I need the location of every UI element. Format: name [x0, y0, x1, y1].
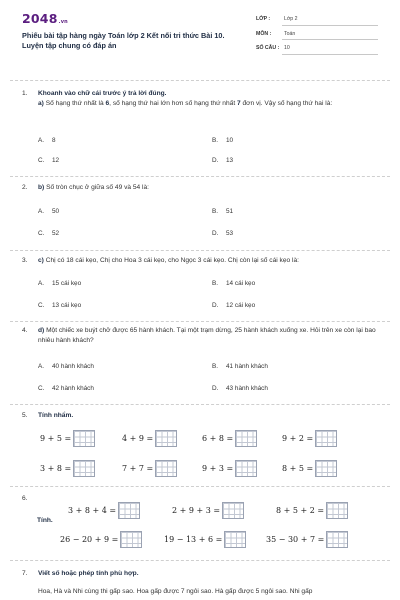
answer-box[interactable] — [326, 531, 348, 548]
option-d[interactable] — [212, 230, 233, 237]
worksheet-meta — [250, 14, 378, 58]
calc-expression: 2 + 9 + 3 = — [172, 506, 221, 515]
divider — [10, 80, 390, 81]
text-fragment: đơn vị. Vậy số hạng thứ hai là: — [240, 100, 333, 107]
worksheet-header — [0, 0, 400, 62]
option-letter: C. — [38, 385, 45, 392]
meta-underline — [282, 39, 378, 40]
calc-item — [282, 460, 337, 477]
option-b[interactable] — [212, 137, 233, 144]
meta-class-value: Lớp 2 — [284, 16, 298, 22]
answer-box[interactable] — [315, 460, 337, 477]
text-fragment: Chị có 18 cái kẹo, Chị cho Hoa 3 cái kẹo, cho Ngọc 3 cái kẹo. Chị còn lại số cái kẹo là: — [43, 257, 299, 264]
option-text: 53 — [226, 230, 234, 237]
logo-tld: .vn — [58, 19, 68, 25]
answer-box[interactable] — [235, 460, 257, 477]
calc-item — [68, 502, 140, 519]
option-text: 43 hành khách — [226, 385, 268, 392]
option-letter: B. — [212, 137, 219, 144]
divider — [10, 250, 390, 251]
meta-subject-key: MÔN : — [256, 30, 272, 37]
option-a[interactable] — [38, 137, 56, 144]
question-number: 3. — [22, 257, 28, 264]
question-text — [38, 183, 387, 193]
question-heading: Tính nhẩm. — [38, 412, 74, 419]
option-letter: A. — [38, 137, 45, 144]
logo-main: 2048 — [22, 11, 58, 26]
answer-box[interactable] — [235, 430, 257, 447]
option-letter: B. — [212, 208, 219, 215]
option-letter: A. — [38, 208, 45, 215]
question-part: b) — [38, 184, 45, 191]
answer-box[interactable] — [222, 502, 244, 519]
question-heading: Viết số hoặc phép tính phù hợp. — [38, 570, 139, 577]
calc-item — [276, 502, 348, 519]
option-d[interactable] — [212, 157, 233, 164]
option-text: 51 — [226, 208, 234, 215]
divider — [10, 321, 390, 322]
meta-subject-value: Toán — [284, 30, 296, 37]
meta-subject-row — [250, 29, 378, 44]
answer-box[interactable] — [155, 430, 177, 447]
option-letter: D. — [212, 385, 219, 392]
calc-expression: 35 − 30 + 7 = — [266, 535, 325, 544]
calc-item — [172, 502, 244, 519]
question-text: Hoa, Hà và Nhi cùng thi gấp sao. Hoa gấp được 7 ngôi sao. Hà gấp được 5 ngôi sao. Nhi gấp — [38, 588, 313, 595]
calc-expression: 8 + 5 + 2 = — [276, 506, 325, 515]
calc-item — [122, 430, 177, 447]
calc-item — [202, 460, 257, 477]
option-letter: B. — [212, 280, 219, 287]
answer-box[interactable] — [315, 430, 337, 447]
question-heading: Khoanh vào chữ cái trước ý trả lời đúng. — [38, 90, 167, 97]
calc-expression: 3 + 8 = — [40, 464, 72, 473]
meta-count-value: 10 — [284, 45, 290, 51]
answer-box[interactable] — [224, 531, 246, 548]
bold-number: 6 — [105, 100, 110, 107]
calc-expression: 19 − 13 + 6 = — [164, 535, 223, 544]
text-fragment: Một chiếc xe buýt chở được 65 hành khách. Tại một trạm dừng, 25 hành khách xuống xe. Hỏi trên xe còn lại bao nhiêu hành khách? — [38, 327, 376, 344]
text-fragment: , số hạng thứ hai lớn hơn số hạng thứ nhất — [109, 100, 237, 107]
option-text: 12 cái kẹo — [226, 302, 256, 309]
option-text: 13 cái kẹo — [52, 302, 82, 309]
option-text: 15 cái kẹo — [52, 280, 82, 287]
calc-item — [282, 430, 337, 447]
option-text: 52 — [52, 230, 60, 237]
option-letter: B. — [212, 363, 219, 370]
calc-item — [266, 531, 348, 548]
option-letter: A. — [38, 363, 45, 370]
option-a[interactable] — [38, 363, 94, 370]
question-part: d) — [38, 327, 45, 334]
option-letter: D. — [212, 302, 219, 309]
question-number: 7. — [22, 570, 28, 577]
question-part: a) — [38, 100, 44, 107]
option-c[interactable] — [38, 302, 81, 309]
question-text — [38, 256, 387, 266]
question-number: 4. — [22, 327, 28, 334]
option-text: 13 — [226, 157, 234, 164]
option-text: 8 — [52, 137, 56, 144]
answer-box[interactable] — [73, 430, 95, 447]
option-text: 40 hành khách — [52, 363, 94, 370]
meta-class-key: LỚP : — [256, 16, 271, 22]
option-text: 50 — [52, 208, 60, 215]
option-letter: D. — [212, 157, 219, 164]
question-label: Tính. — [37, 517, 53, 524]
option-c[interactable] — [38, 385, 94, 392]
answer-box[interactable] — [155, 460, 177, 477]
divider — [10, 176, 390, 177]
option-c[interactable] — [38, 157, 59, 164]
calc-expression: 9 + 2 = — [282, 434, 314, 443]
option-letter: D. — [212, 230, 219, 237]
calc-item — [164, 531, 246, 548]
calc-item — [202, 430, 257, 447]
meta-underline — [282, 25, 378, 26]
divider — [10, 486, 390, 487]
site-logo[interactable] — [22, 11, 68, 26]
option-a[interactable] — [38, 208, 59, 215]
calc-expression: 7 + 7 = — [122, 464, 154, 473]
answer-box[interactable] — [118, 502, 140, 519]
meta-class-row — [250, 14, 378, 29]
text-fragment: Số hạng thứ nhất là — [43, 100, 106, 107]
divider — [10, 560, 390, 561]
text-fragment: Số tròn chục ở giữa số 49 và 54 là: — [44, 184, 150, 191]
calc-expression: 26 − 20 + 9 = — [60, 535, 119, 544]
calc-expression: 9 + 5 = — [40, 434, 72, 443]
option-letter: C. — [38, 230, 45, 237]
meta-count-row — [250, 43, 378, 58]
option-letter: C. — [38, 302, 45, 309]
calc-item — [40, 430, 95, 447]
calc-expression: 6 + 8 = — [202, 434, 234, 443]
option-a[interactable] — [38, 280, 81, 287]
answer-box[interactable] — [326, 502, 348, 519]
calc-expression: 4 + 9 = — [122, 434, 154, 443]
calc-item — [60, 531, 142, 548]
question-part: c) — [38, 257, 44, 264]
option-text: 41 hành khách — [226, 363, 268, 370]
answer-box[interactable] — [120, 531, 142, 548]
question-number: 2. — [22, 184, 28, 191]
worksheet-title: Phiếu bài tập hàng ngày Toán lớp 2 Kết nối tri thức Bài 10. Luyện tập chung có đáp án — [22, 31, 225, 50]
option-b[interactable] — [212, 208, 233, 215]
calc-expression: 9 + 3 = — [202, 464, 234, 473]
calc-expression: 3 + 8 + 4 = — [68, 506, 117, 515]
question-text — [38, 326, 387, 346]
option-text: 12 — [52, 157, 60, 164]
calc-item — [122, 460, 177, 477]
option-letter: A. — [38, 280, 45, 287]
bold-number: 7 — [236, 100, 241, 107]
option-b[interactable] — [212, 280, 255, 287]
calc-expression: 8 + 5 = — [282, 464, 314, 473]
option-text: 42 hành khách — [52, 385, 94, 392]
option-b[interactable] — [212, 363, 268, 370]
meta-underline — [282, 54, 378, 55]
question-text — [38, 99, 387, 109]
question-number: 1. — [22, 90, 28, 97]
question-number: 5. — [22, 412, 28, 419]
option-text: 10 — [226, 137, 234, 144]
option-c[interactable] — [38, 230, 59, 237]
option-d[interactable] — [212, 385, 268, 392]
option-d[interactable] — [212, 302, 255, 309]
question-number: 6. — [22, 495, 28, 502]
meta-count-key: SỐ CÂU : — [256, 45, 280, 51]
option-text: 14 cái kẹo — [226, 280, 256, 287]
answer-box[interactable] — [73, 460, 95, 477]
option-letter: C. — [38, 157, 45, 164]
calc-item — [40, 460, 95, 477]
divider — [10, 404, 390, 405]
